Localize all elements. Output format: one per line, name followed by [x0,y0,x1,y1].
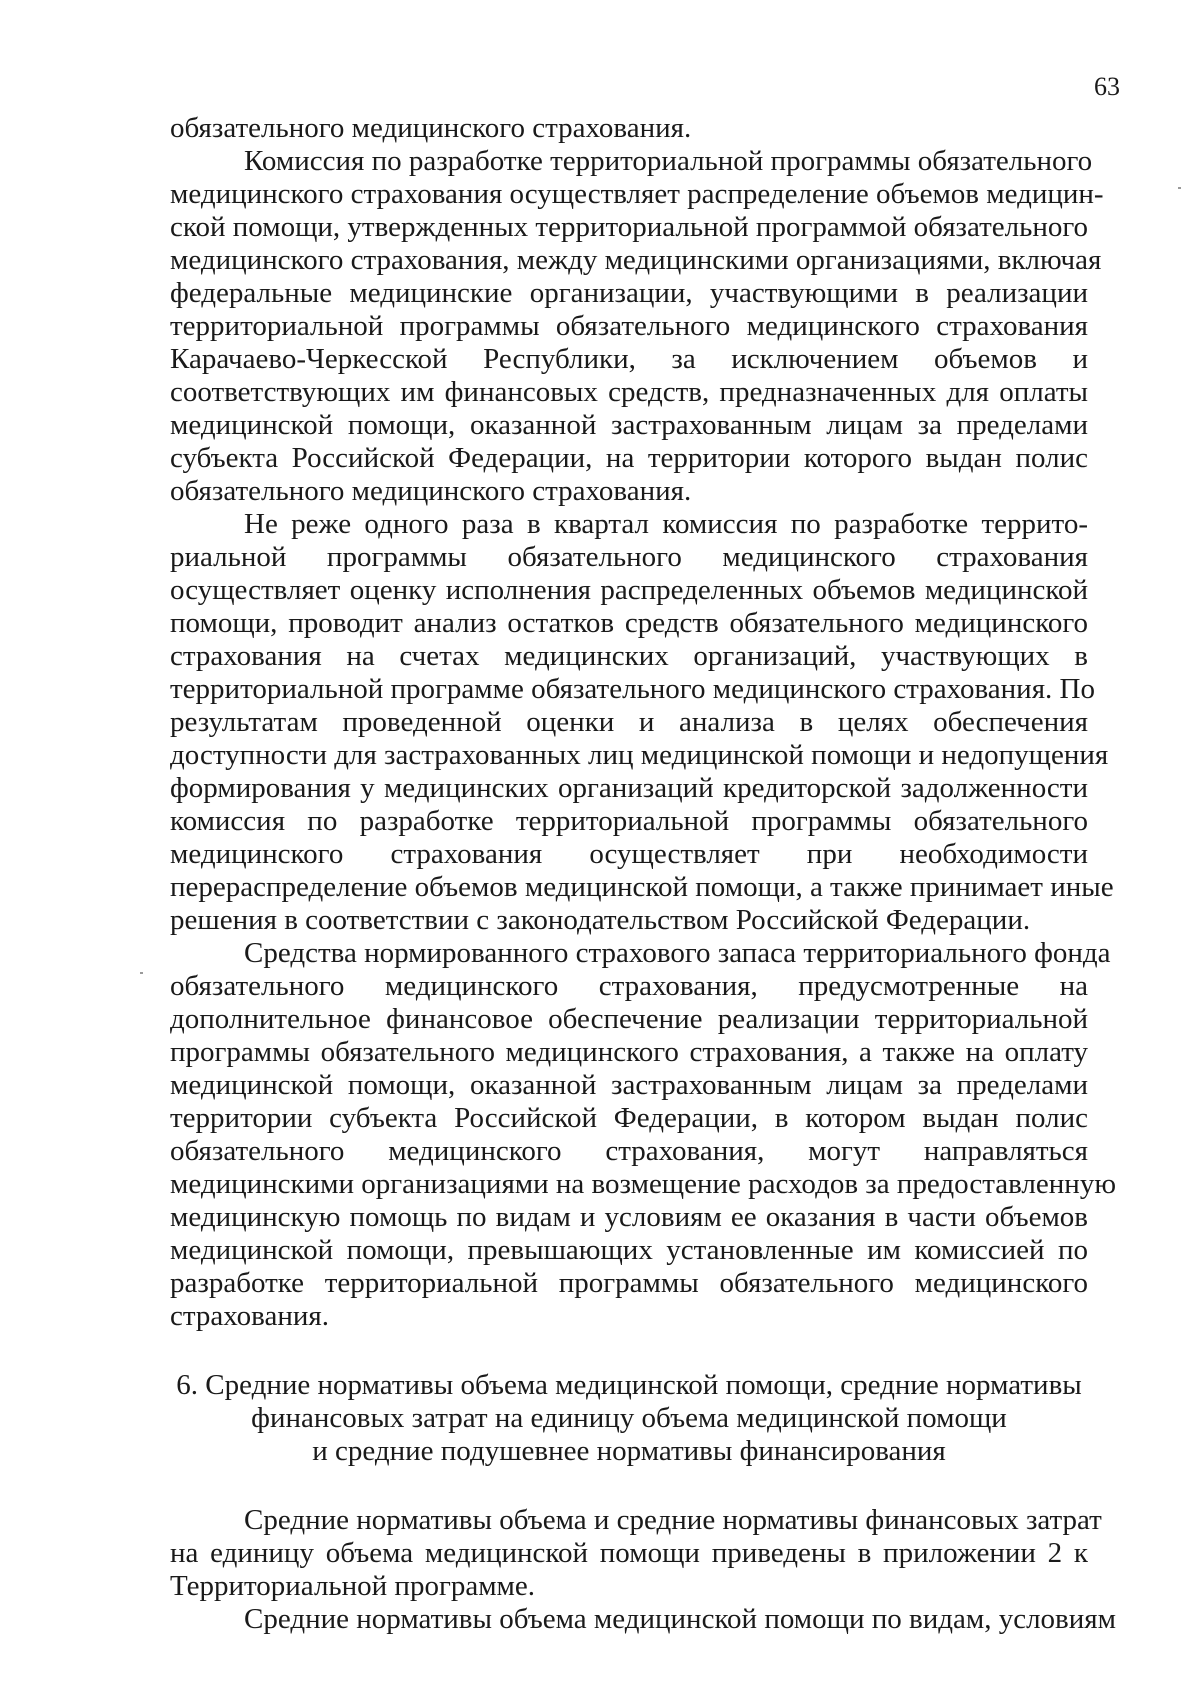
text-line: медицинской помощи, превышающих установленные им комиссией по [170,1234,1088,1266]
text-line: территориальной программы обязательного медицинского страхования [170,310,1088,342]
text-line: соответствующих им финансовых средств, предназначенных для оплаты [170,376,1088,408]
scan-speck [1178,187,1181,189]
text-line: программы обязательного медицинского страхования, а также на оплату [170,1036,1088,1068]
text-line: территориальной программе обязательного медицинского страхования. По [170,673,1095,705]
text-line: Средние нормативы объема медицинской помощи по видам, условиям [244,1603,1116,1635]
text-line: риальной программы обязательного медицинского страхования [170,541,1088,573]
text-line: субъекта Российской Федерации, на территории которого выдан полис [170,442,1088,474]
paragraph-commission-distribution [170,145,1104,508]
section-spacer [170,1468,1088,1504]
paragraph-insurance-reserve [170,937,1116,1333]
heading-line: и средние подушевнее нормативы финансирования [312,1435,946,1467]
page-number: 63 [1094,72,1120,101]
text-line: результатам проведенной оценки и анализа в целях обеспечения [170,706,1088,738]
heading-line: 6. Средние нормативы объема медицинской помощи, средние нормативы [176,1369,1082,1401]
text-line: обязательного медицинского страхования, могут направляться [170,1135,1088,1167]
text-line: медицинскими организациями на возмещение расходов за предоставленную [170,1168,1116,1200]
text-line: медицинскую помощь по видам и условиям ее оказания в части объемов [170,1201,1088,1233]
text-line: территории субъекта Российской Федерации, в котором выдан полис [170,1102,1088,1134]
paragraph-norms-by-type [170,1603,1116,1636]
text-line: на единицу объема медицинской помощи приведены в приложении 2 к [170,1537,1088,1569]
document-body [170,112,1116,1636]
section-spacer [170,1333,1088,1369]
text-line: обязательного медицинского страхования. [170,475,692,507]
text-line: разработке территориальной программы обязательного медицинского [170,1267,1088,1299]
scan-speck [140,972,143,974]
text-line: медицинской помощи, оказанной застрахованным лицам за пределами [170,1069,1088,1101]
text-line: формирования у медицинских организаций кредиторской задолженности [170,772,1088,804]
text-line: Средние нормативы объема и средние нормативы финансовых затрат [244,1504,1102,1536]
paragraph-quarterly-review [170,508,1114,937]
section-heading [170,1369,1088,1468]
text-line: доступности для застрахованных лиц медицинской помощи и недопущения [170,739,1109,771]
text-line: медицинского страхования осуществляет при необходимости [170,838,1088,870]
text-line: дополнительное финансовое обеспечение реализации территориальной [170,1003,1088,1035]
text-line: комиссия по разработке территориальной программы обязательного [170,805,1088,837]
text-line: Не реже одного раза в квартал комиссия по разработке террито- [244,508,1088,540]
text-line: обязательного медицинского страхования. [170,112,692,144]
text-line: помощи, проводит анализ остатков средств обязательного медицинского [170,607,1088,639]
heading-line: финансовых затрат на единицу объема медицинской помощи [251,1402,1007,1434]
text-line: страхования. [170,1300,329,1332]
text-line: обязательного медицинского страхования, предусмотренные на [170,970,1088,1002]
text-line: федеральные медицинские организации, участвующими в реализации [170,277,1088,309]
paragraph-average-norms [170,1504,1102,1603]
text-line: Карачаево-Черкесской Республики, за исключением объемов и [170,343,1088,375]
text-line: осуществляет оценку исполнения распределенных объемов медицинской [170,574,1088,606]
text-line: ской помощи, утвержденных территориальной программой обязательного [170,211,1089,243]
text-line: решения в соответствии с законодательством Российской Федерации. [170,904,1031,936]
text-line: Комиссия по разработке территориальной программы обязательного [244,145,1093,177]
text-line: медицинского страхования, между медицинскими организациями, включая [170,244,1102,276]
paragraph-continuation [170,112,1088,145]
text-line: Территориальной программе. [170,1570,536,1602]
text-line: перераспределение объемов медицинской помощи, а также принимает иные [170,871,1114,903]
text-line: страхования на счетах медицинских организаций, участвующих в [170,640,1088,672]
text-line: медицинского страхования осуществляет распределение объемов медицин- [170,178,1104,210]
text-line: Средства нормированного страхового запаса территориального фонда [244,937,1111,969]
text-line: медицинской помощи, оказанной застрахованным лицам за пределами [170,409,1088,441]
